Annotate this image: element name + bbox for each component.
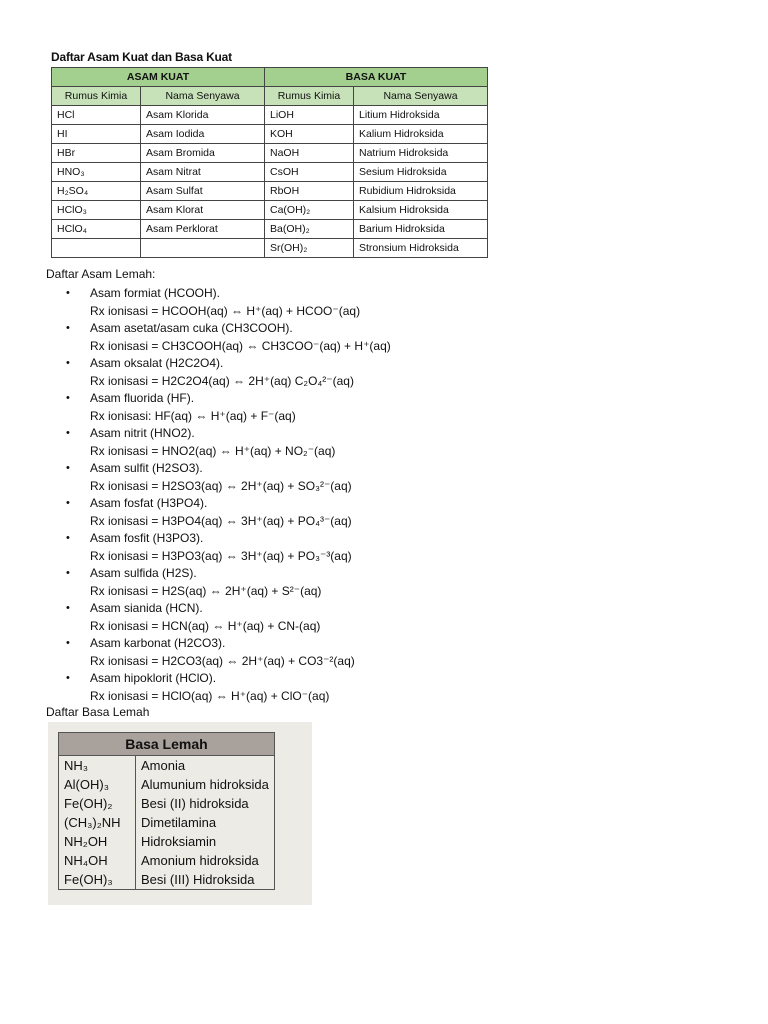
formula-cell: Fe(OH)₃	[59, 870, 136, 890]
weak-base-header: Basa Lemah	[59, 733, 275, 756]
group-header-basa-kuat: BASA KUAT	[265, 68, 488, 87]
list-item	[46, 530, 391, 565]
table-cell: Asam Nitrat	[141, 163, 265, 182]
ionization-reaction: Rx ionisasi = H2S(aq) ⇔ 2H⁺(aq) + S²⁻(aq)	[90, 583, 322, 598]
table-row	[59, 851, 275, 870]
name-cell: Amonia	[141, 758, 186, 773]
bullet-icon: •	[66, 287, 70, 299]
acid-name: Asam sianida (HCN).	[90, 601, 203, 615]
table-cell: KOH	[265, 125, 354, 144]
weak-bases-heading: Daftar Basa Lemah	[46, 705, 150, 719]
table-cell: NaOH	[265, 144, 354, 163]
table-row	[52, 163, 488, 182]
table-cell: Sesium Hidroksida	[354, 163, 488, 182]
table-cell: Natrium Hidroksida	[354, 144, 488, 163]
bullet-icon: •	[66, 322, 70, 334]
list-item	[46, 425, 391, 460]
name-cell: Amonium hidroksida	[141, 853, 259, 868]
name-cell: Dimetilamina	[141, 815, 217, 830]
table-cell: RbOH	[265, 182, 354, 201]
list-item	[46, 565, 391, 600]
strong-table-body	[52, 106, 488, 258]
table-cell: Asam Bromida	[141, 144, 265, 163]
table-row	[52, 220, 488, 239]
table-cell: Kalsium Hidroksida	[354, 201, 488, 220]
bullet-icon: •	[66, 532, 70, 544]
table-row	[59, 794, 275, 813]
acid-name: Asam nitrit (HNO2).	[90, 426, 195, 440]
list-item	[46, 635, 391, 670]
col-header: Rumus Kimia	[265, 87, 354, 106]
col-header: Nama Senyawa	[354, 87, 488, 106]
table-row	[59, 775, 275, 794]
table-cell: Stronsium Hidroksida	[354, 239, 488, 258]
weak-base-table-image	[48, 722, 312, 905]
name-cell: Besi (III) Hidroksida	[136, 870, 275, 890]
table-cell: CsOH	[265, 163, 354, 182]
list-item	[46, 390, 391, 425]
table-cell: Asam Klorat	[141, 201, 265, 220]
page-title: Daftar Asam Kuat dan Basa Kuat	[51, 50, 232, 64]
ionization-reaction: Rx ionisasi = H2CO3(aq) ⇔ 2H⁺(aq) + CO3⁻²(aq)	[90, 653, 355, 668]
bullet-icon: •	[66, 462, 70, 474]
table-cell: Asam Klorida	[141, 106, 265, 125]
formula-cell: (CH₃)₂NH	[59, 813, 136, 832]
table-cell	[141, 239, 265, 258]
table-cell: HClO₄	[52, 220, 141, 239]
weak-base-body	[59, 756, 275, 890]
table-row	[59, 870, 275, 890]
bullet-icon: •	[66, 567, 70, 579]
name-cell: Besi (II) hidroksida	[141, 796, 249, 811]
ionization-reaction: Rx ionisasi = HClO(aq) ⇔ H⁺(aq) + ClO⁻(aq)	[90, 688, 330, 703]
ionization-reaction: Rx ionisasi = H3PO3(aq) ⇔ 3H⁺(aq) + PO₃⁻³(aq)	[90, 548, 352, 563]
bullet-icon: •	[66, 392, 70, 404]
formula-cell: NH₄OH	[59, 851, 136, 870]
table-cell	[52, 239, 141, 258]
table-cell: HCl	[52, 106, 141, 125]
formula-cell: NH₂OH	[59, 832, 136, 851]
bullet-icon: •	[66, 497, 70, 509]
table-cell: HNO₃	[52, 163, 141, 182]
formula-cell: Fe(OH)₂	[59, 794, 136, 813]
bullet-icon: •	[66, 427, 70, 439]
acid-name: Asam sulfit (H2SO3).	[90, 461, 203, 475]
table-row	[52, 201, 488, 220]
group-header-asam-kuat: ASAM KUAT	[52, 68, 265, 87]
table-cell: Litium Hidroksida	[354, 106, 488, 125]
table-row	[52, 182, 488, 201]
table-row	[52, 106, 488, 125]
list-item	[46, 600, 391, 635]
formula-cell: Al(OH)₃	[59, 775, 136, 794]
table-cell: Ba(OH)₂	[265, 220, 354, 239]
acid-name: Asam formiat (HCOOH).	[90, 286, 221, 300]
table-cell: Rubidium Hidroksida	[354, 182, 488, 201]
weak-acid-list	[46, 285, 391, 705]
table-cell: H₂SO₄	[52, 182, 141, 201]
col-header: Rumus Kimia	[52, 87, 141, 106]
bullet-icon: •	[66, 357, 70, 369]
acid-name: Asam fosfat (H3PO4).	[90, 496, 208, 510]
acid-name: Asam oksalat (H2C2O4).	[90, 356, 224, 370]
list-item	[46, 285, 391, 320]
table-cell: Barium Hidroksida	[354, 220, 488, 239]
table-row	[52, 144, 488, 163]
ionization-reaction: Rx ionisasi = H2SO3(aq) ⇔ 2H⁺(aq) + SO₃²⁻(aq)	[90, 478, 352, 493]
acid-name: Asam asetat/asam cuka (CH3COOH).	[90, 321, 293, 335]
ionization-reaction: Rx ionisasi: HF(aq) ⇔ H⁺(aq) + F⁻(aq)	[90, 408, 296, 423]
acid-name: Asam karbonat (H2CO3).	[90, 636, 226, 650]
table-cell: HI	[52, 125, 141, 144]
list-item	[46, 460, 391, 495]
ionization-reaction: Rx ionisasi = HCN(aq) ⇔ H⁺(aq) + CN-(aq)	[90, 618, 321, 633]
name-cell: Alumunium hidroksida	[141, 777, 269, 792]
table-cell: LiOH	[265, 106, 354, 125]
acid-name: Asam fluorida (HF).	[90, 391, 195, 405]
ionization-reaction: Rx ionisasi = HNO2(aq) ⇔ H⁺(aq) + NO₂⁻(aq)	[90, 443, 336, 458]
bullet-icon: •	[66, 672, 70, 684]
table-row	[52, 239, 488, 258]
acid-name: Asam fosfit (H3PO3).	[90, 531, 204, 545]
acid-name: Asam hipoklorit (HClO).	[90, 671, 217, 685]
list-item	[46, 495, 391, 530]
table-cell: HClO₃	[52, 201, 141, 220]
list-item	[46, 670, 391, 705]
table-cell: Asam Iodida	[141, 125, 265, 144]
weak-acids-heading: Daftar Asam Lemah:	[46, 267, 156, 281]
list-item	[46, 320, 391, 355]
table-cell: Kalium Hidroksida	[354, 125, 488, 144]
strong-acid-base-table	[51, 67, 488, 258]
ionization-reaction: Rx ionisasi = H3PO4(aq) ⇔ 3H⁺(aq) + PO₄³⁻(aq)	[90, 513, 352, 528]
table-cell: Sr(OH)₂	[265, 239, 354, 258]
table-row	[59, 756, 275, 776]
col-header: Nama Senyawa	[141, 87, 265, 106]
weak-base-table	[58, 732, 275, 890]
table-cell: Asam Sulfat	[141, 182, 265, 201]
table-row	[59, 832, 275, 851]
table-cell: HBr	[52, 144, 141, 163]
table-cell: Asam Perklorat	[141, 220, 265, 239]
ionization-reaction: Rx ionisasi = H2C2O4(aq) ⇔ 2H⁺(aq) C₂O₄²⁻(aq)	[90, 373, 354, 388]
ionization-reaction: Rx ionisasi = CH3COOH(aq) ⇔ CH3COO⁻(aq) + H⁺(aq)	[90, 338, 391, 353]
table-row	[52, 125, 488, 144]
bullet-icon: •	[66, 637, 70, 649]
bullet-icon: •	[66, 602, 70, 614]
acid-name: Asam sulfida (H2S).	[90, 566, 197, 580]
list-item	[46, 355, 391, 390]
formula-cell: NH₃	[59, 756, 136, 776]
table-cell: Ca(OH)₂	[265, 201, 354, 220]
ionization-reaction: Rx ionisasi = HCOOH(aq) ⇔ H⁺(aq) + HCOO⁻(aq)	[90, 303, 361, 318]
name-cell: Hidroksiamin	[141, 834, 217, 849]
table-row	[59, 813, 275, 832]
